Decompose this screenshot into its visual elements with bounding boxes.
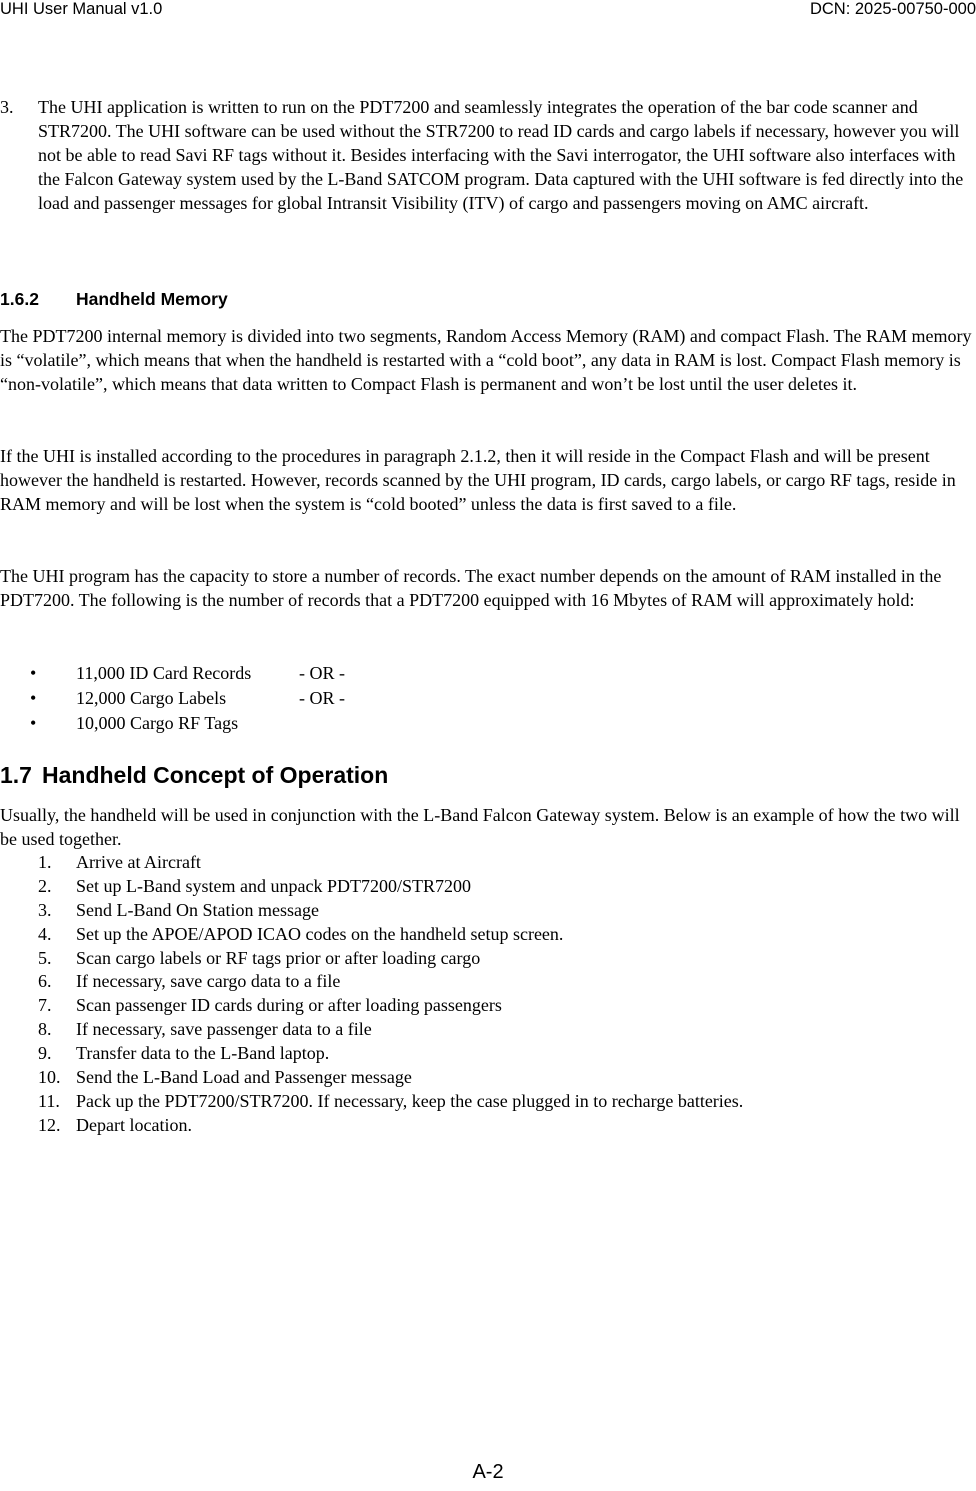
paragraph: The UHI program has the capacity to store a number of records. The exact number depends on the amount of RAM installed in the PDT7200. The following is the number of records that a PDT7200 equipped with 16 Mbytes of RAM will approximately hold: (0, 566, 942, 610)
list-item (0, 1017, 976, 1041)
step-text: Pack up the PDT7200/STR7200. If necessary, keep the case plugged in to recharge batteries. (76, 1090, 744, 1111)
step-text: Depart location. (76, 1114, 192, 1135)
bullet-text: 10,000 Cargo RF Tags (76, 713, 239, 733)
step-text: Scan cargo labels or RF tags prior or after loading cargo (76, 947, 481, 968)
bullet-text: 12,000 Cargo Labels (76, 688, 227, 708)
header-title: UHI User Manual v1.0 (0, 0, 163, 18)
list-item (0, 946, 976, 970)
bullet-suffix: - OR - (299, 688, 345, 708)
item-number: 3. (0, 97, 14, 117)
step-text: Send L-Band On Station message (76, 899, 319, 920)
section-heading-1-7 (0, 761, 976, 789)
list-item (0, 898, 976, 922)
list-item (0, 1089, 976, 1113)
list-item (0, 1113, 976, 1137)
section-number: 1.7 (0, 762, 32, 788)
list-item (0, 661, 976, 686)
bullet-icon: • (30, 688, 37, 708)
item-text: The UHI application is written to run on the PDT7200 and seamlessly integrates the operation of the bar code scanner and STR7200. The UHI software can be used without the STR7200 to read ID cards and cargo labels if necessary, however you will not be able to read Savi RF tags without it. Besides interfacing with the Savi interrogator, the UHI software also interfaces with the Falcon Gateway system used by the L-Band SATCOM program. Data captured with the UHI software is fed directly into the load and passenger messages for global Intransit Visibility (ITV) of cargo and passengers moving on AMC aircraft. (38, 97, 964, 213)
bullet-list (0, 661, 976, 736)
step-number: 1. (38, 852, 52, 872)
step-text: If necessary, save passenger data to a file (76, 1019, 372, 1040)
list-item-3 (0, 95, 976, 215)
section-title: Handheld Concept of Operation (42, 762, 389, 788)
header-dcn: DCN: 2025-00750-000 (809, 0, 976, 18)
step-number: 12. (38, 1114, 61, 1135)
list-item (0, 922, 976, 946)
page-number: A-2 (472, 1461, 504, 1483)
list-item (0, 1065, 976, 1089)
section-number: 1.6.2 (0, 289, 39, 309)
step-text: If necessary, save cargo data to a file (76, 971, 341, 992)
step-number: 5. (38, 947, 52, 968)
bullet-icon: • (30, 713, 37, 733)
step-number: 11. (38, 1090, 60, 1111)
bullet-icon: • (30, 663, 37, 683)
step-number: 9. (38, 1043, 52, 1064)
step-text: Scan passenger ID cards during or after loading passengers (76, 995, 502, 1016)
bullet-text: 11,000 ID Card Records (76, 663, 252, 683)
list-item (0, 969, 976, 993)
list-item (0, 686, 976, 711)
step-number: 3. (38, 899, 52, 920)
list-item (0, 1041, 976, 1065)
paragraph: The PDT7200 internal memory is divided into two segments, Random Access Memory (RAM) and compact Flash. The RAM memory is “volatile”, which means that when the handheld is restarted with a “cold boot”, any data in RAM is lost. Compact Flash memory is “non-volatile”, which means that data written to Compact Flash is permanent and won’t be lost until the user deletes it. (0, 326, 972, 394)
step-text: Set up the APOE/APOD ICAO codes on the handheld setup screen. (76, 923, 564, 944)
step-text: Set up L-Band system and unpack PDT7200/STR7200 (76, 875, 471, 896)
step-number: 6. (38, 971, 52, 992)
section-title: Handheld Memory (76, 289, 228, 309)
list-item (0, 711, 976, 736)
step-number: 10. (38, 1067, 61, 1088)
bullet-suffix: - OR - (299, 663, 345, 683)
step-text: Send the L-Band Load and Passenger message (76, 1067, 412, 1088)
numbered-list (0, 850, 976, 1137)
list-item (0, 993, 976, 1017)
step-number: 7. (38, 995, 52, 1016)
step-text: Arrive at Aircraft (76, 852, 201, 872)
list-item (0, 874, 976, 898)
list-item (0, 850, 976, 874)
section-heading-1-6-2 (0, 287, 976, 311)
step-number: 8. (38, 1019, 52, 1040)
paragraph: If the UHI is installed according to the procedures in paragraph 2.1.2, then it will reside in the Compact Flash and will be present however the handheld is restarted. However, records scanned by the UHI program, ID cards, cargo labels, or cargo RF tags, reside in RAM memory and will be lost when the system is “cold booted” unless the data is first saved to a file. (0, 446, 956, 514)
step-text: Transfer data to the L-Band laptop. (76, 1043, 330, 1064)
paragraph: Usually, the handheld will be used in conjunction with the L-Band Falcon Gateway system. Below is an example of how the two will be used together. (0, 805, 960, 849)
step-number: 2. (38, 875, 52, 896)
step-number: 4. (38, 923, 52, 944)
